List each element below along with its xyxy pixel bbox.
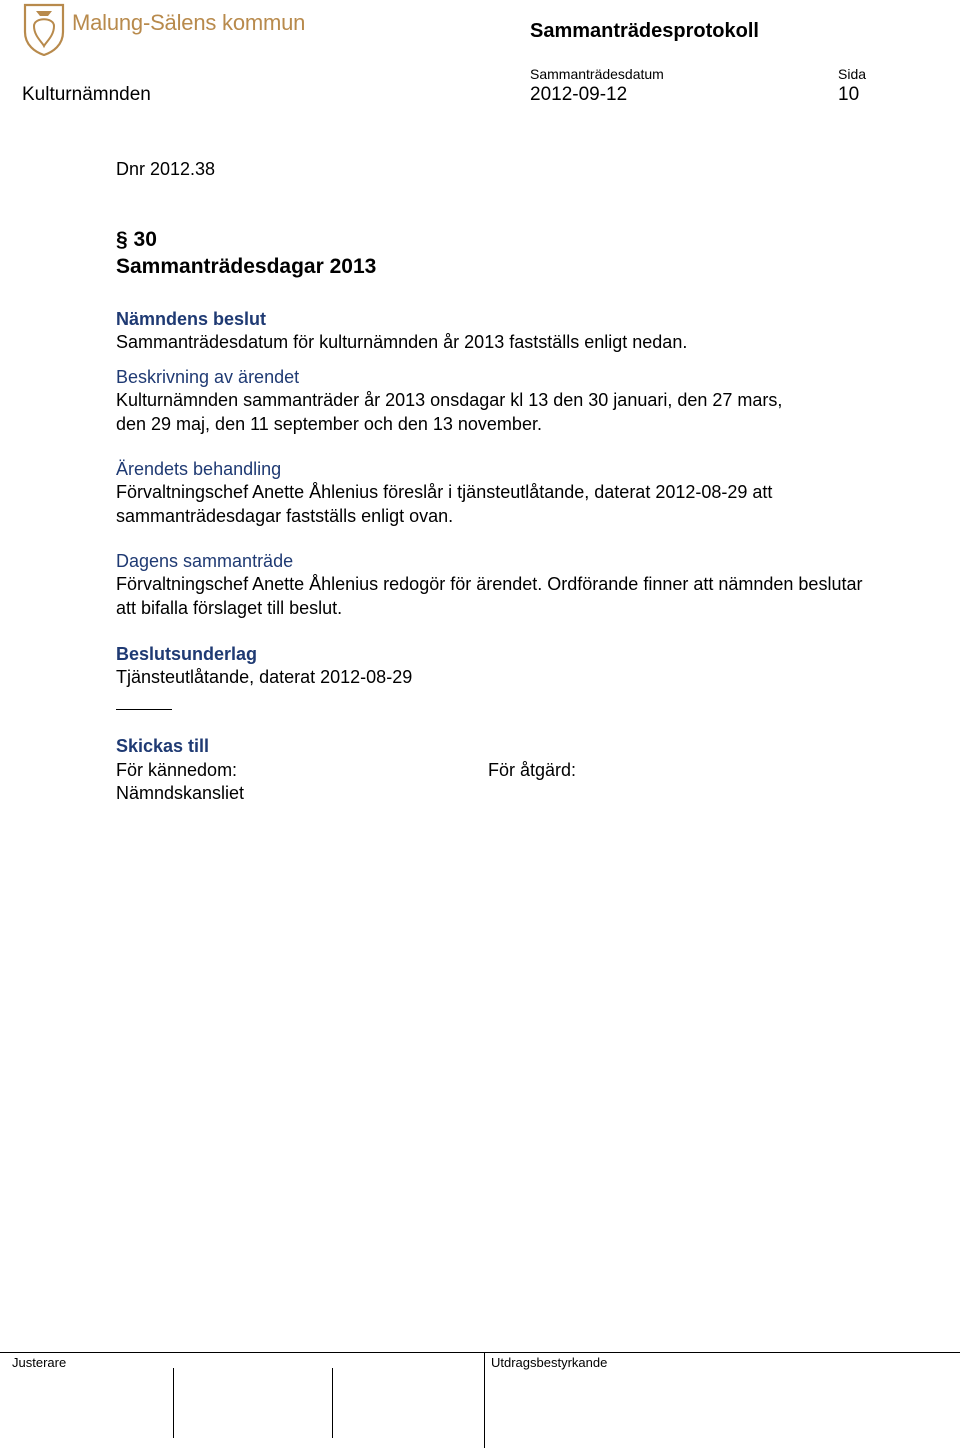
meeting-date-label: Sammanträdesdatum (530, 66, 664, 82)
case-number: Dnr 2012.38 (116, 159, 216, 179)
description-heading: Beskrivning av ärendet (116, 367, 300, 387)
basis-text: Tjänsteutlåtande, daterat 2012-08-29 (116, 667, 413, 687)
extract-certifier-label: Utdragsbestyrkande (491, 1355, 608, 1370)
handling-heading: Ärendets behandling (116, 459, 282, 479)
for-information-label: För kännedom: (116, 760, 238, 780)
board-name: Kulturnämnden (22, 84, 151, 105)
send-to-heading: Skickas till (116, 736, 210, 756)
for-action-label: För åtgärd: (488, 760, 577, 780)
municipality-name: Malung-Sälens kommun (72, 10, 306, 35)
page-number: 10 (838, 84, 860, 105)
page-label: Sida (838, 66, 867, 82)
decision-heading: Nämndens beslut (116, 309, 267, 329)
decision-text: Sammanträdesdatum för kulturnämnden år 2013 fastställs enligt nedan. (116, 332, 688, 352)
case-title: Sammanträdesdagar 2013 (116, 255, 377, 278)
meeting-date-value: 2012-09-12 (530, 84, 628, 105)
recipient-office: Nämndskansliet (116, 783, 245, 803)
description-text: Kulturnämnden sammanträder år 2013 onsdagar kl 13 den 30 januari, den 27 mars, den 29 maj, den 11 september och den 13 november. (116, 390, 783, 434)
signature-divider (484, 1352, 485, 1448)
meeting-heading: Dagens sammanträde (116, 551, 294, 571)
footer-rule (0, 1352, 960, 1353)
adjuster-label: Justerare (12, 1355, 67, 1370)
meeting-text: Förvaltningschef Anette Åhlenius redogör för ärendet. Ordförande finner att nämnden beslutar att bifalla förslaget till beslut. (116, 574, 863, 618)
signature-divider (332, 1368, 333, 1438)
signature-divider (173, 1368, 174, 1438)
municipality-logo-icon (22, 2, 66, 56)
handling-text: Förvaltningschef Anette Åhlenius föreslår i tjänsteutlåtande, daterat 2012-08-29 att sammanträdesdagar fastställs enligt ovan. (116, 482, 773, 526)
paragraph-number: § 30 (116, 228, 157, 251)
basis-heading: Beslutsunderlag (116, 644, 258, 664)
document-title: Sammanträdesprotokoll (530, 20, 759, 42)
separator-line (116, 709, 172, 710)
